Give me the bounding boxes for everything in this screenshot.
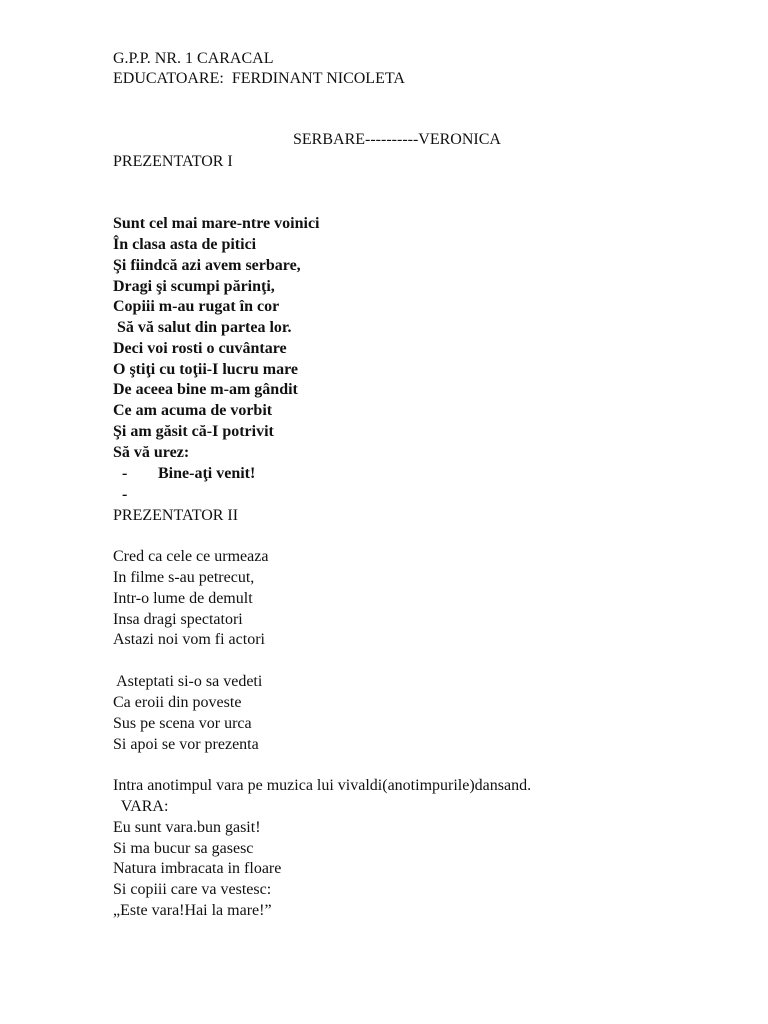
poem-line: Şi am găsit că-I potrivit [113,423,274,440]
poem-line: Astazi noi vom fi actori [113,631,265,648]
poem-line: „Este vara!Hai la mare!” [113,902,272,919]
poem-line: Ce am acuma de vorbit [113,402,273,419]
list-item-text: Bine-aţi venit! [158,465,256,482]
presenter-2-heading: PREZENTATOR II [113,507,239,524]
stage-direction: Intra anotimpul vara pe muzica lui vivaldi(anotimpurile)dansand. [113,777,532,794]
poem-line: Intr-o lume de demult [113,590,253,607]
poem-line: În clasa asta de pitici [113,236,257,253]
poem-line: De aceea bine m-am gândit [113,381,298,398]
document-title: SERBARE----------VERONICA [293,131,501,148]
poem-line: Asteptati si-o sa vedeti [113,673,263,690]
teacher-name: EDUCATOARE: FERDINANT NICOLETA [113,70,405,87]
poem-line: Copiii m-au rugat în cor [113,298,280,315]
poem-line: Si apoi se vor prezenta [113,736,259,753]
poem-line: Natura imbracata in floare [113,860,282,877]
list-dash: - [122,486,128,503]
poem-line: In filme s-au petrecut, [113,569,255,586]
poem-line: Să vă salut din partea lor. [113,319,292,336]
poem-line: Deci voi rosti o cuvântare [113,340,287,357]
poem-line: Să vă urez: [113,444,190,461]
poem-line: Dragi şi scumpi părinţi, [113,278,275,295]
poem-line: Insa dragi spectatori [113,611,243,628]
poem-line: Sus pe scena vor urca [113,715,252,732]
poem-line: Cred ca cele ce urmeaza [113,548,269,565]
poem-line: Si copiii care va vestesc: [113,881,272,898]
presenter-1-heading: PREZENTATOR I [113,153,233,170]
poem-line: Eu sunt vara.bun gasit! [113,819,261,836]
poem-line: Şi fiindcă azi avem serbare, [113,257,301,274]
poem-line: Ca eroii din poveste [113,694,242,711]
poem-line: O ştiţi cu toţii-I lucru mare [113,361,299,378]
poem-line: Si ma bucur sa gasesc [113,840,254,857]
school-name: G.P.P. NR. 1 CARACAL [113,50,274,67]
speaker-label: VARA: [113,798,169,815]
list-dash: - [122,465,128,482]
poem-line: Sunt cel mai mare-ntre voinici [113,215,320,232]
